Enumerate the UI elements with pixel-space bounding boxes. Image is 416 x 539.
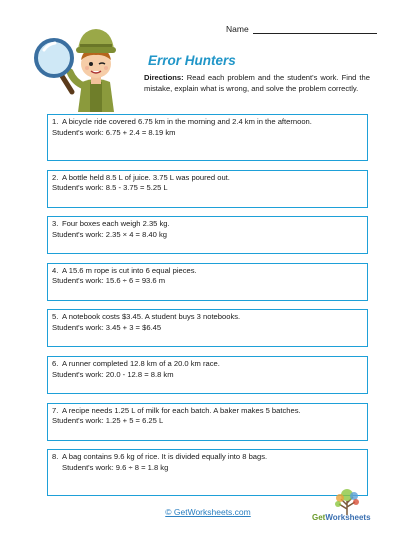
student-work: Student's work: 8.5 - 3.75 = 5.25 L <box>52 183 168 193</box>
problem-question: A bicycle ride covered 6.75 km in the morning and 2.4 km in the afternoon. <box>62 117 312 126</box>
student-work: Student's work: 15.6 ÷ 6 = 93.6 m <box>52 276 166 286</box>
tree-icon <box>332 487 362 515</box>
problem-box-1[interactable] <box>47 114 368 161</box>
problem-number: 2. <box>52 172 59 182</box>
problem-number: 6. <box>52 358 59 368</box>
problem-question: A bottle held 8.5 L of juice. 3.75 L was poured out. <box>62 172 230 182</box>
student-work: Student's work: 6.75 + 2.4 = 8.19 km <box>52 127 176 137</box>
student-work: Student's work: 20.0 - 12.8 = 8.8 km <box>52 369 174 379</box>
problem-box-5[interactable] <box>47 309 368 347</box>
problem-question: A recipe needs 1.25 L of milk for each batch. A baker makes 5 batches. <box>62 405 301 415</box>
student-work: Student's work: 9.6 ÷ 8 = 1.8 kg <box>62 462 169 472</box>
getworksheets-logo <box>312 487 382 527</box>
logo-get: Get <box>312 513 326 522</box>
problem-number: 4. <box>52 265 59 275</box>
logo-worksheets: Worksheets <box>325 513 371 522</box>
name-label: Name <box>226 24 249 34</box>
problem-question: A runner completed 12.8 km of a 20.0 km race. <box>62 358 220 368</box>
problem-number: 3. <box>52 219 59 229</box>
problem-question: Four boxes each weigh 2.35 kg. <box>62 219 170 229</box>
problem-box-3[interactable] <box>47 216 368 254</box>
problem-question: A notebook costs $3.45. A student buys 3 notebooks. <box>62 312 241 322</box>
directions-text: Read each problem and the student's work. Find the mistake, explain what is wrong, and solve the problem correctly. <box>144 73 370 93</box>
directions-label: Directions: <box>144 73 184 82</box>
problem-list <box>47 114 368 505</box>
student-work: Student's work: 3.45 + 3 = $6.45 <box>52 322 162 332</box>
problem-box-4[interactable] <box>47 263 368 301</box>
problem-number: 8. <box>52 452 59 462</box>
student-work: Student's work: 1.25 + 5 = 6.25 L <box>52 416 164 426</box>
name-field[interactable] <box>226 24 377 34</box>
problem-number: 7. <box>52 405 59 415</box>
directions <box>144 73 370 94</box>
student-work: Student's work: 2.35 × 4 = 8.40 kg <box>52 229 168 239</box>
problem-box-6[interactable] <box>47 356 368 394</box>
worksheet-title: Error Hunters <box>148 53 236 68</box>
problem-question: A bag contains 9.6 kg of rice. It is divided equally into 8 bags. <box>62 452 268 462</box>
name-blank-line[interactable] <box>253 25 377 34</box>
problem-question: A 15.6 m rope is cut into 6 equal pieces. <box>62 265 197 275</box>
logo-text <box>312 513 371 522</box>
problem-number: 1. <box>52 117 59 126</box>
explorer-kid-magnifier-illustration <box>30 20 130 112</box>
problem-box-7[interactable] <box>47 403 368 441</box>
problem-box-2[interactable] <box>47 170 368 208</box>
copyright-link[interactable]: © GetWorksheets.com <box>165 507 251 517</box>
problem-number: 5. <box>52 312 59 322</box>
